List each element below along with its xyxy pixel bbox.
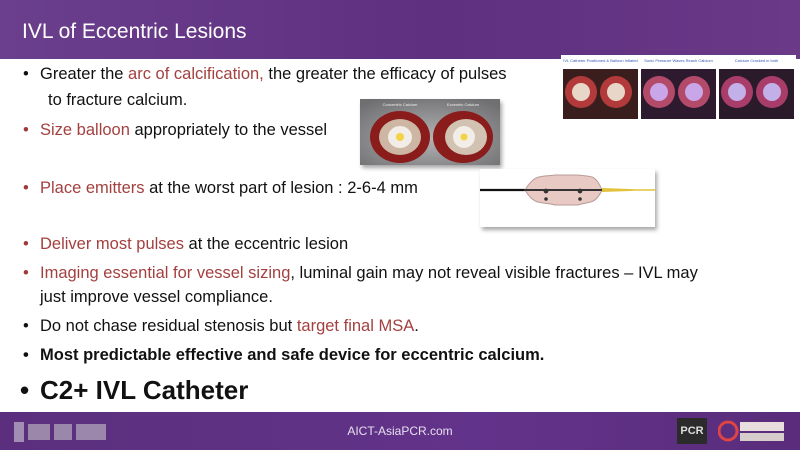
bullet-6-post: . (414, 317, 419, 335)
bullet-8 (20, 374, 249, 406)
bullet-dot: • (23, 65, 29, 83)
bullet-2-highlight: Size balloon (40, 121, 130, 139)
ivl-catheter-image (480, 169, 655, 227)
bullet-6-pre: Do not chase residual stenosis but (40, 317, 297, 335)
bullet-dot: • (20, 375, 30, 405)
bullet-1-highlight: arc of calcification, (128, 65, 264, 83)
vessel-label-concentric: Concentric Calcium (382, 102, 418, 107)
bullet-4-post: at the eccentric lesion (183, 235, 349, 253)
bullet-1-continuation: to fracture calcium. (48, 91, 188, 109)
ivl-sequence-image (561, 55, 796, 121)
bullet-6 (23, 315, 419, 337)
bullet-dot: • (23, 235, 29, 253)
bullet-1-pre: Greater the (40, 65, 129, 83)
bullet-dot: • (23, 317, 29, 335)
ivl-sequence-illustration (561, 55, 796, 121)
vessel-cross-section-image (360, 99, 500, 165)
bullet-5 (23, 262, 780, 284)
vessel-label-eccentric: Eccentric Calcium (446, 102, 480, 107)
bullet-3 (23, 177, 418, 199)
ivl-catheter-illustration (480, 169, 655, 227)
bullet-dot: • (23, 346, 29, 364)
bullet-1-post: the greater the efficacy of pulses (263, 65, 507, 83)
partner-logo (718, 417, 788, 445)
footer-site-text: AICT-AsiaPCR.com (347, 424, 453, 438)
bullet-7 (23, 344, 545, 366)
bullet-5-highlight: Imaging essential for vessel sizing (40, 264, 291, 282)
bullet-2-post: appropriately to the vessel (129, 121, 328, 139)
panel-caption-3: Calcium Cracked in both (734, 58, 779, 63)
bullet-4 (23, 233, 349, 255)
bullet-7-text: Most predictable effective and safe device for eccentric calcium. (40, 346, 545, 364)
bullet-8-text: C2+ IVL Catheter (40, 375, 249, 405)
slide-title: IVL of Eccentric Lesions (22, 20, 247, 43)
panel-caption-2: Sonic Pressure Waves Reach Calcium (644, 58, 713, 63)
vessel-cross-section-illustration (360, 99, 500, 165)
bullet-dot: • (23, 264, 29, 282)
bullet-2 (23, 119, 328, 141)
pcr-logo: PCR (677, 418, 707, 444)
panel-caption-1: IVL Catheter Positioned & Balloon Inflated (563, 58, 638, 63)
bullet-4-highlight: Deliver most pulses (40, 235, 184, 253)
bullet-1 (23, 63, 560, 85)
bullet-5-post: , luminal gain may not reveal visible fractures – IVL may (290, 264, 698, 282)
footer-bar (0, 412, 800, 450)
bullet-3-highlight: Place emitters (40, 179, 145, 197)
bullet-5-continuation: just improve vessel compliance. (40, 288, 273, 306)
bullet-6-highlight: target final MSA (296, 317, 415, 335)
bullet-dot: • (23, 121, 29, 139)
bullet-3-post: at the worst part of lesion : 2-6-4 mm (144, 179, 418, 197)
bullet-dot: • (23, 179, 29, 197)
